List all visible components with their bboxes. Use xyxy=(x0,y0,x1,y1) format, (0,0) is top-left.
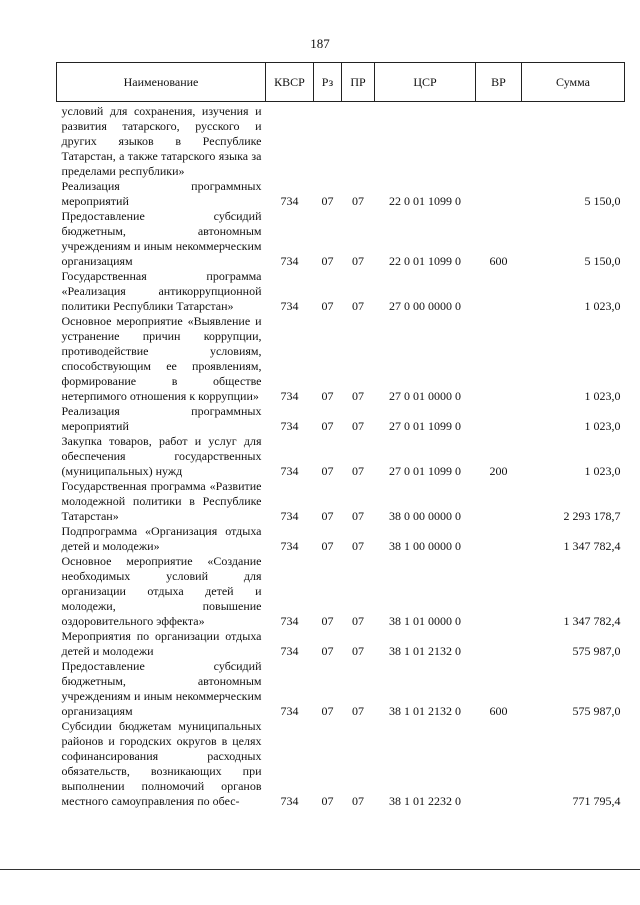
cell-vr xyxy=(476,269,522,314)
cell-csr: 22 0 01 1099 0 xyxy=(389,194,461,208)
cell-vr xyxy=(476,179,522,209)
cell-pr: 07 xyxy=(352,614,364,628)
cell-vr xyxy=(476,404,522,434)
cell-rz: 07 xyxy=(321,539,334,553)
cell-rz: 07 xyxy=(321,644,334,658)
cell-csr: 27 0 01 0000 0 xyxy=(389,389,461,403)
cell-sum: 1 023,0 xyxy=(584,419,621,433)
cell-vr xyxy=(476,554,522,629)
cell-kvsr: 734 xyxy=(280,644,299,658)
table-row xyxy=(57,102,625,180)
table-row xyxy=(57,434,625,479)
cell-name xyxy=(57,434,266,479)
table-body xyxy=(57,102,625,810)
row-name-text: Подпрограмма «Организация отдыха детей и молодежи» xyxy=(61,524,262,553)
cell-sum: 1 347 782,4 xyxy=(563,539,621,553)
cell-rz: 07 xyxy=(321,194,334,208)
header-csr: ЦСР xyxy=(375,63,476,102)
cell-vr xyxy=(476,314,522,404)
cell-kvsr xyxy=(266,102,314,180)
cell-csr: 22 0 01 1099 0 xyxy=(389,254,461,268)
row-name-text: Мероприятия по организации отдыха детей и молодежи xyxy=(61,629,262,658)
cell-csr: 38 1 00 0000 0 xyxy=(389,539,461,553)
cell-kvsr: 734 xyxy=(280,614,299,628)
cell-kvsr: 734 xyxy=(280,704,299,718)
cell-kvsr: 734 xyxy=(280,539,299,553)
cell-kvsr: 734 xyxy=(280,419,299,433)
row-name-text: Предоставление субсидий бюджетным, автономным учреждениям и иным некоммерческим организациям xyxy=(61,659,262,718)
table-row xyxy=(57,209,625,269)
cell-sum xyxy=(522,102,625,180)
cell-rz: 07 xyxy=(321,254,334,268)
cell-name xyxy=(57,314,266,404)
cell-name xyxy=(57,102,266,180)
cell-pr: 07 xyxy=(352,464,364,478)
table-row xyxy=(57,629,625,659)
cell-sum: 1 347 782,4 xyxy=(563,614,621,628)
header-sum: Сумма xyxy=(522,63,625,102)
cell-vr: 600 xyxy=(489,704,508,718)
table-row xyxy=(57,524,625,554)
cell-pr: 07 xyxy=(352,389,364,403)
cell-name xyxy=(57,209,266,269)
cell-name xyxy=(57,404,266,434)
cell-kvsr: 734 xyxy=(280,509,299,523)
cell-name xyxy=(57,554,266,629)
table-header xyxy=(57,63,625,102)
cell-name xyxy=(57,719,266,809)
cell-vr xyxy=(476,479,522,524)
table-row xyxy=(57,314,625,404)
cell-sum: 1 023,0 xyxy=(584,464,621,478)
budget-table-sheet xyxy=(56,62,624,809)
cell-name xyxy=(57,179,266,209)
cell-sum: 575 987,0 xyxy=(572,644,621,658)
cell-pr: 07 xyxy=(352,794,364,808)
cell-pr: 07 xyxy=(352,254,364,268)
cell-sum: 5 150,0 xyxy=(584,194,621,208)
row-name-text: Основное мероприятие «Создание необходимых условий для организации отдыха детей и молодежи, повышение оздоровительного эффекта» xyxy=(61,554,262,628)
table-row xyxy=(57,269,625,314)
cell-sum: 771 795,4 xyxy=(572,794,621,808)
cell-pr: 07 xyxy=(352,539,364,553)
header-name: Наименование xyxy=(57,63,266,102)
cell-vr xyxy=(476,719,522,809)
row-name-text: Предоставление субсидий бюджетным, автономным учреждениям и иным некоммерческим организациям xyxy=(61,209,262,268)
cell-pr: 07 xyxy=(352,644,364,658)
cell-name xyxy=(57,659,266,719)
cell-rz: 07 xyxy=(321,704,334,718)
row-name-text: Основное мероприятие «Выявление и устранение причин коррупции, противодействие условиям, способствующим ее проявлениям, формирование в обществе нетерпимого отношения к коррупции» xyxy=(61,314,262,403)
cell-sum: 5 150,0 xyxy=(584,254,621,268)
row-name-text: Субсидии бюджетам муниципальных районов и городских округов в целях софинансирования расходных обязательств, возникающих при выполнении полномочий органов местного самоуправления по обес- xyxy=(61,719,262,808)
cell-rz: 07 xyxy=(321,614,334,628)
cell-kvsr: 734 xyxy=(280,794,299,808)
table-row xyxy=(57,719,625,809)
cell-kvsr: 734 xyxy=(280,299,299,313)
cell-csr: 38 1 01 0000 0 xyxy=(389,614,461,628)
header-vr: ВР xyxy=(476,63,522,102)
budget-table xyxy=(56,62,625,809)
cell-rz: 07 xyxy=(321,389,334,403)
cell-name xyxy=(57,269,266,314)
page-number: 187 xyxy=(310,36,330,51)
cell-pr xyxy=(342,102,375,180)
header-kvsr: КВСР xyxy=(266,63,314,102)
cell-csr: 27 0 01 1099 0 xyxy=(389,464,461,478)
cell-name xyxy=(57,524,266,554)
cell-name xyxy=(57,629,266,659)
cell-csr: 27 0 00 0000 0 xyxy=(389,299,461,313)
cell-pr: 07 xyxy=(352,299,364,313)
cell-rz: 07 xyxy=(321,419,334,433)
page-bottom-rule xyxy=(0,869,640,870)
table-row xyxy=(57,554,625,629)
table-row xyxy=(57,479,625,524)
cell-pr: 07 xyxy=(352,194,364,208)
cell-sum: 1 023,0 xyxy=(584,299,621,313)
header-rz: Рз xyxy=(314,63,342,102)
cell-csr: 27 0 01 1099 0 xyxy=(389,419,461,433)
cell-pr: 07 xyxy=(352,704,364,718)
table-row xyxy=(57,404,625,434)
cell-sum: 1 023,0 xyxy=(584,389,621,403)
header-pr: ПР xyxy=(342,63,375,102)
cell-vr xyxy=(476,629,522,659)
cell-rz: 07 xyxy=(321,509,334,523)
cell-sum: 2 293 178,7 xyxy=(563,509,621,523)
row-name-text: Государственная программа «Развитие молодежной политики в Республике Татарстан» xyxy=(61,479,262,523)
row-name-text: условий для сохранения, изучения и развития татарского, русского и других языков в Республике Татарстан, а также татарского языка за пределами республики» xyxy=(61,104,262,178)
cell-csr: 38 1 01 2132 0 xyxy=(389,704,461,718)
cell-csr xyxy=(375,102,476,180)
cell-kvsr: 734 xyxy=(280,464,299,478)
cell-name xyxy=(57,479,266,524)
cell-pr: 07 xyxy=(352,419,364,433)
cell-rz: 07 xyxy=(321,299,334,313)
cell-rz: 07 xyxy=(321,794,334,808)
cell-csr: 38 1 01 2232 0 xyxy=(389,794,461,808)
row-name-text: Закупка товаров, работ и услуг для обеспечения государственных (муниципальных) нужд xyxy=(61,434,262,478)
cell-kvsr: 734 xyxy=(280,194,299,208)
table-row xyxy=(57,179,625,209)
row-name-text: Государственная программа «Реализация антикоррупционной политики Республики Татарстан» xyxy=(61,269,262,313)
cell-csr: 38 1 01 2132 0 xyxy=(389,644,461,658)
row-name-text: Реализация программных мероприятий xyxy=(61,179,262,208)
cell-kvsr: 734 xyxy=(280,389,299,403)
cell-csr: 38 0 00 0000 0 xyxy=(389,509,461,523)
cell-vr: 600 xyxy=(489,254,508,268)
cell-pr: 07 xyxy=(352,509,364,523)
cell-vr xyxy=(476,102,522,180)
cell-kvsr: 734 xyxy=(280,254,299,268)
cell-vr: 200 xyxy=(489,464,508,478)
cell-sum: 575 987,0 xyxy=(572,704,621,718)
cell-vr xyxy=(476,524,522,554)
cell-rz: 07 xyxy=(321,464,334,478)
row-name-text: Реализация программных мероприятий xyxy=(61,404,262,433)
table-row xyxy=(57,659,625,719)
cell-rz xyxy=(314,102,342,180)
